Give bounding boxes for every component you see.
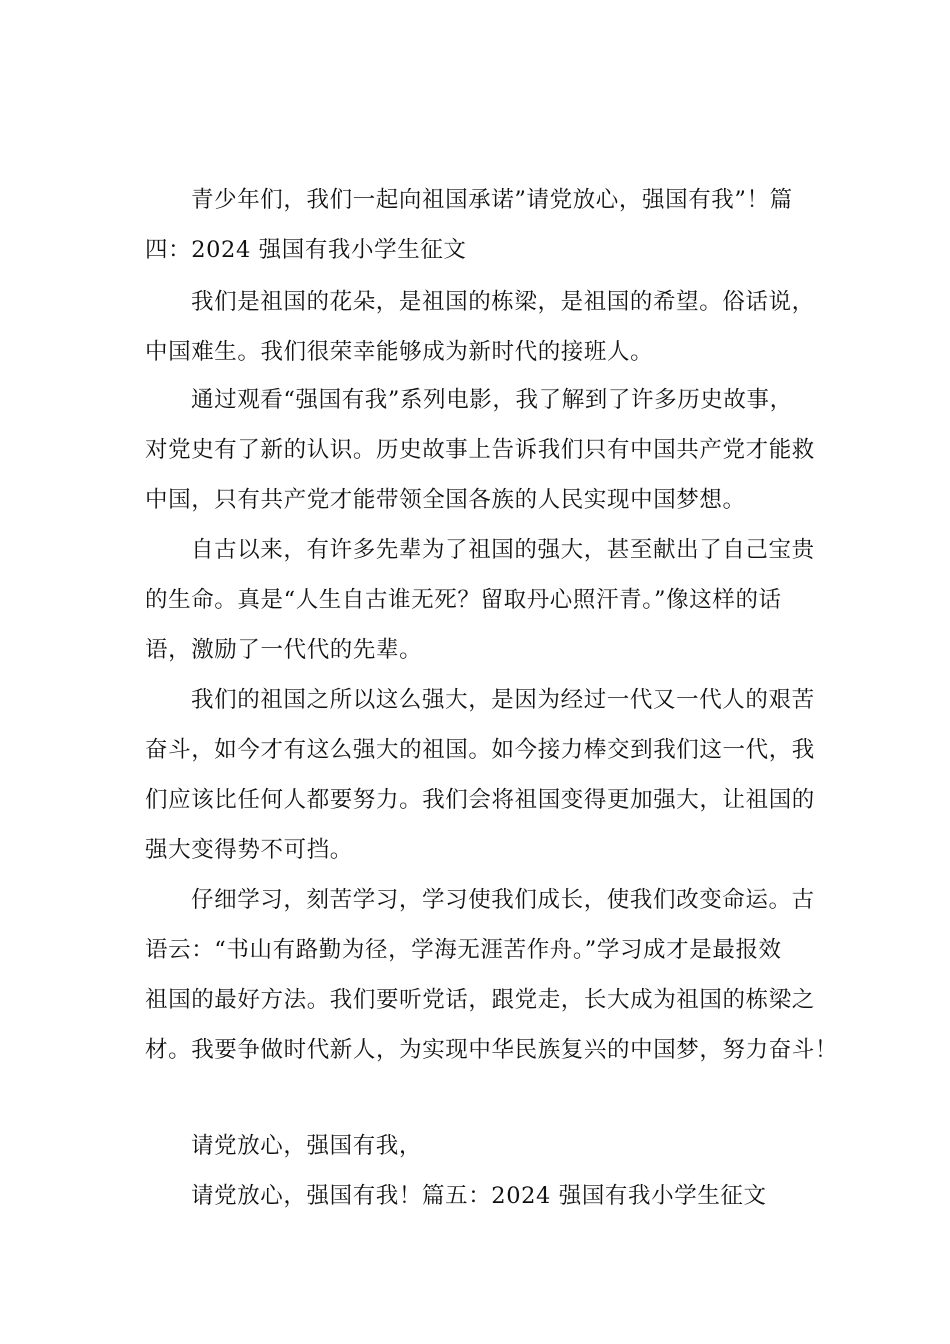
text-line: 请党放心，强国有我！篇五：2024 强国有我小学生征文 xyxy=(191,1183,767,1209)
text-line: 我们的祖国之所以这么强大，是因为经过一代又一代人的艰苦 xyxy=(191,687,815,713)
text-line: 青少年们，我们一起向祖国承诺”请党放心，强国有我”！篇 xyxy=(191,187,793,213)
text-line: 祖国的最好方法。我们要听党话，跟党走，长大成为祖国的栋梁之 xyxy=(145,987,815,1013)
text-line: 的生命。真是“人生自古谁无死？留取丹心照汗青。”像这样的话 xyxy=(145,587,782,613)
text-line: 们应该比任何人都要努力。我们会将祖国变得更加强大，让祖国的 xyxy=(145,787,815,813)
text-line: 语，激励了一代代的先辈。 xyxy=(145,637,423,663)
text-line: 通过观看“强国有我”系列电影，我了解到了许多历史故事， xyxy=(191,387,793,413)
text-line: 中国难生。我们很荣幸能够成为新时代的接班人。 xyxy=(145,339,654,365)
text-line: 语云：“书山有路勤为径，学海无涯苦作舟。”学习成才是最报效 xyxy=(145,937,782,963)
text-line: 奋斗，如今才有这么强大的祖国。如今接力棒交到我们这一代，我 xyxy=(145,737,815,763)
text-line: 对党史有了新的认识。历史故事上告诉我们只有中国共产党才能救 xyxy=(145,437,815,463)
text-line: 材。我要争做时代新人，为实现中华民族复兴的中国梦，努力奋斗！ xyxy=(145,1037,839,1063)
text-line: 我们是祖国的花朵，是祖国的栋梁，是祖国的希望。俗话说， xyxy=(191,289,815,315)
text-line: 仔细学习，刻苦学习，学习使我们成长，使我们改变命运。古 xyxy=(191,887,815,913)
text-line: 自古以来，有许多先辈为了祖国的强大，甚至献出了自己宝贵 xyxy=(191,537,815,563)
text-line: 强大变得势不可挡。 xyxy=(145,837,353,863)
text-line: 中国，只有共产党才能带领全国各族的人民实现中国梦想。 xyxy=(145,487,746,513)
text-line: 四：2024 强国有我小学生征文 xyxy=(145,237,467,263)
text-line: 请党放心，强国有我， xyxy=(191,1133,423,1159)
